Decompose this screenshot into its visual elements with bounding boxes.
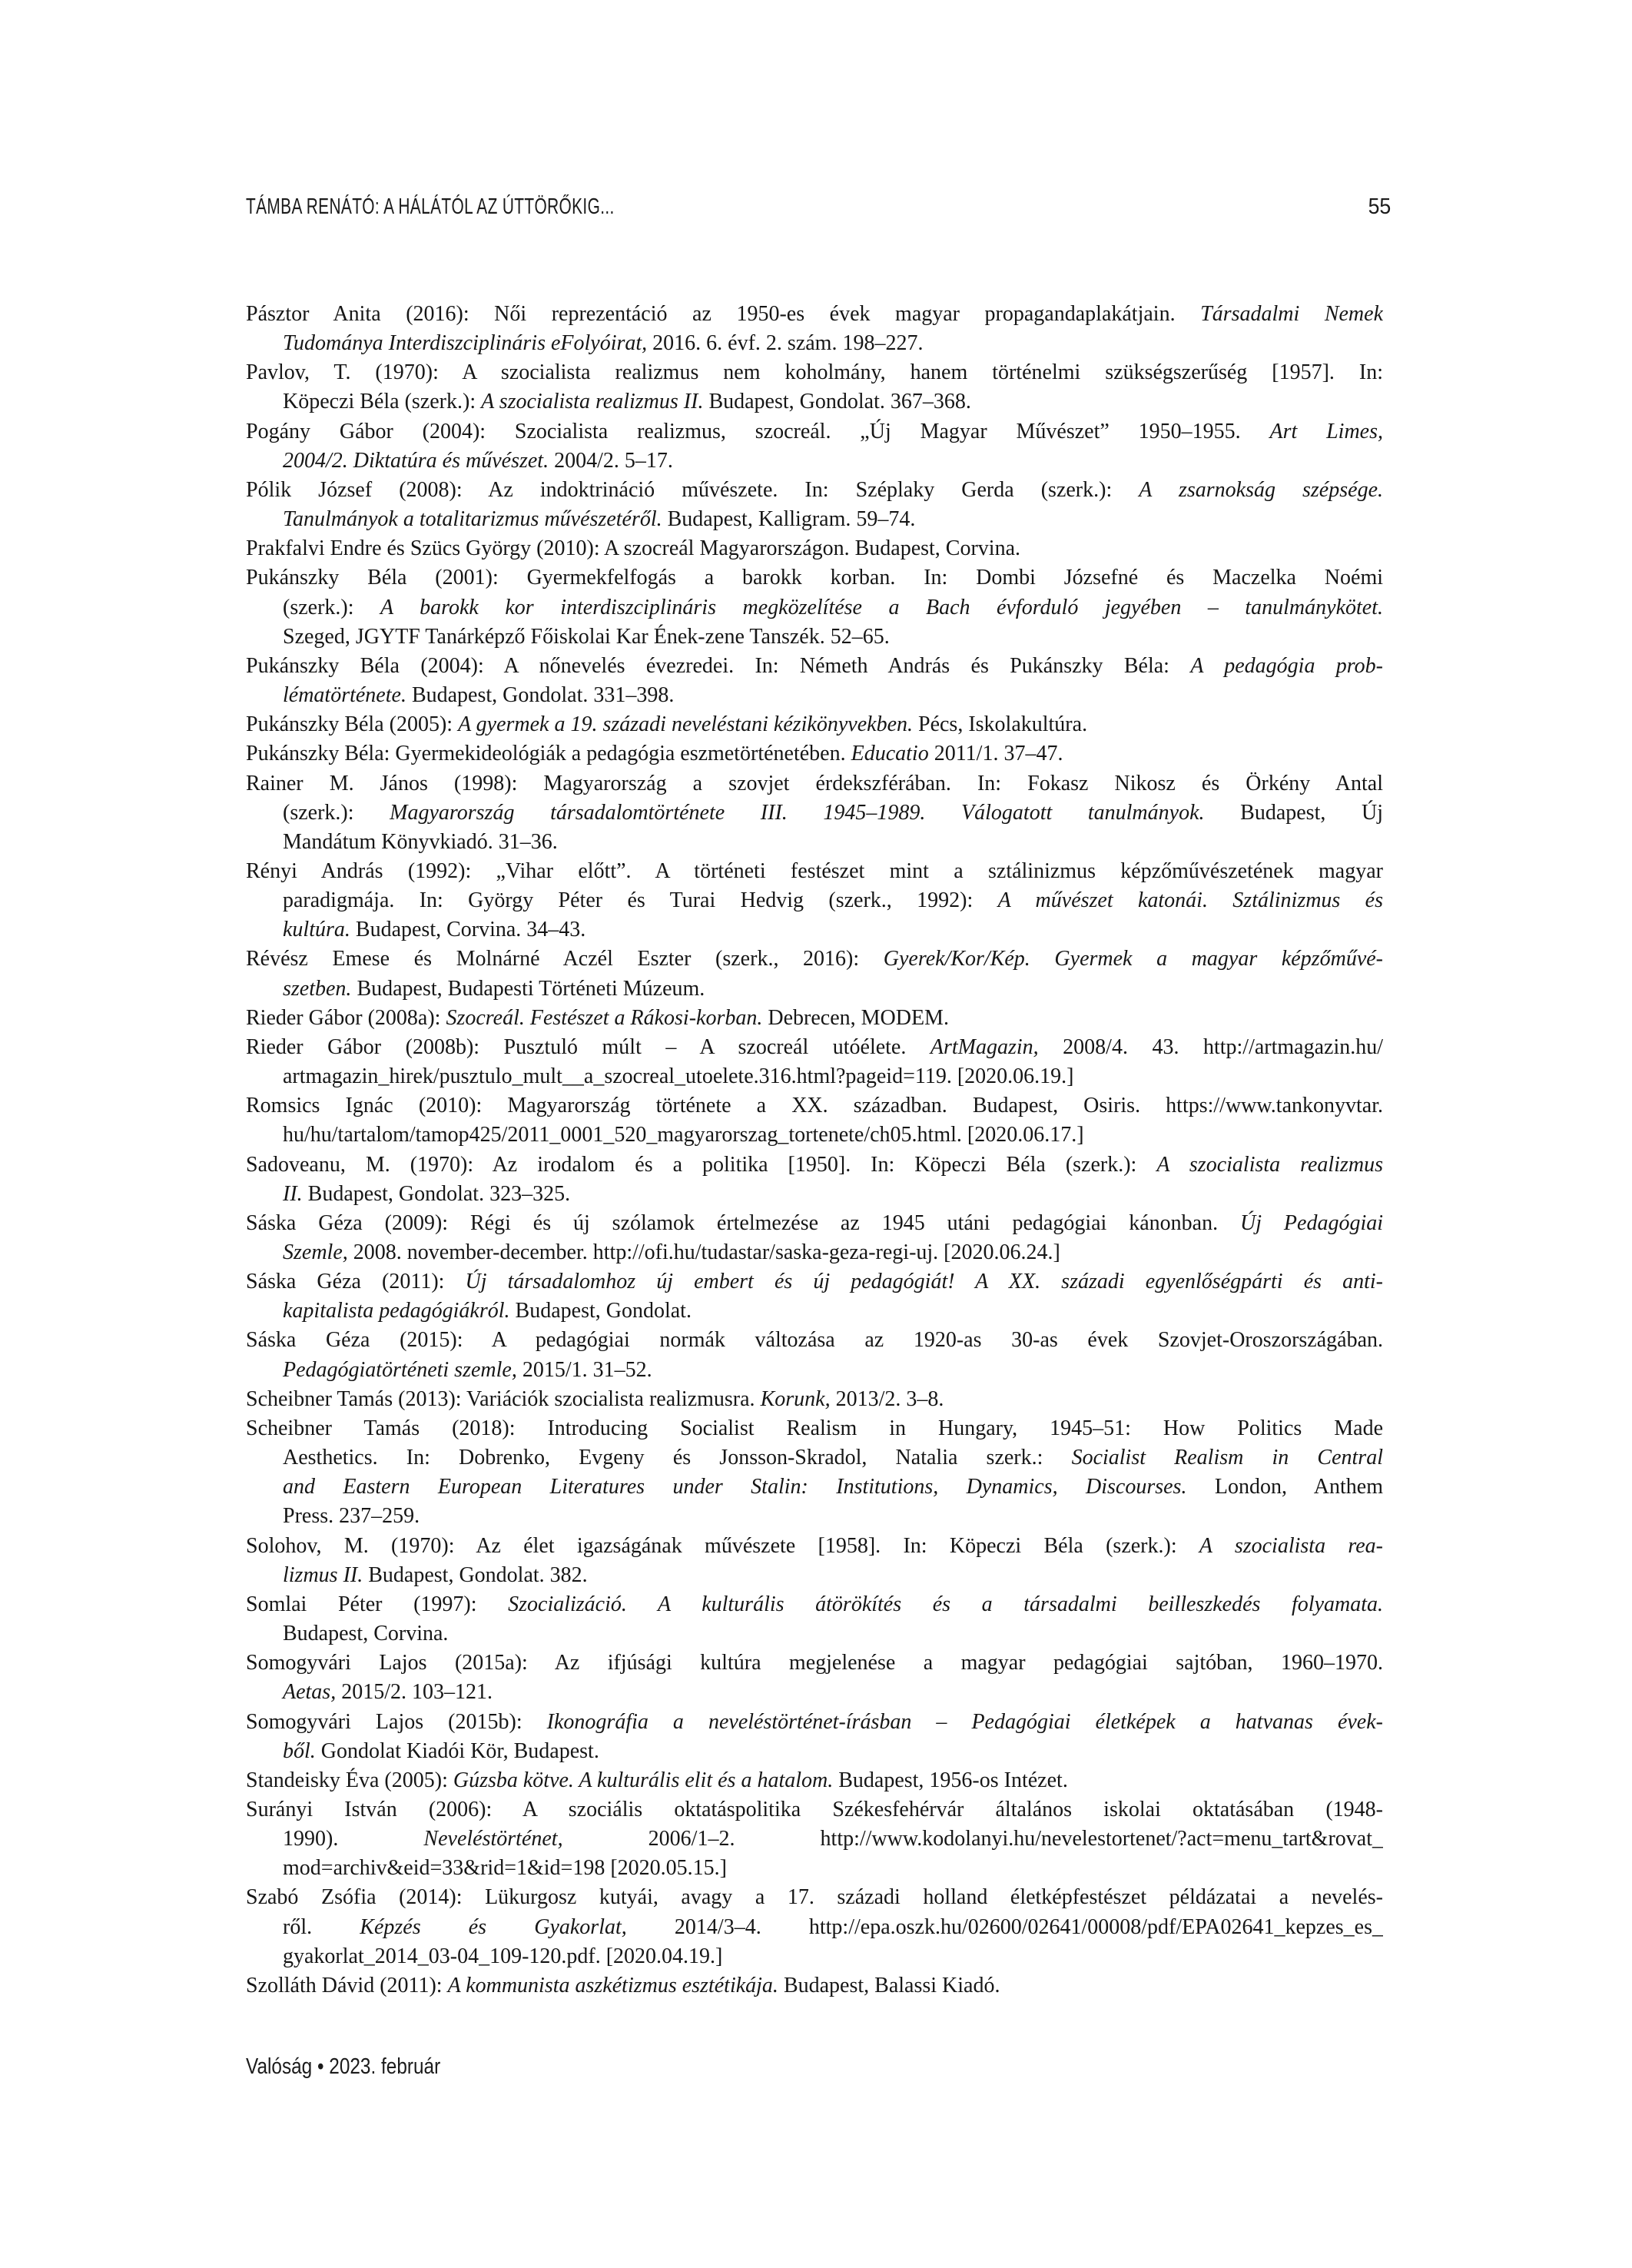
reference-line xyxy=(246,447,1383,476)
reference-line xyxy=(246,1326,1383,1355)
reference-item xyxy=(246,417,1383,476)
italic-text-segment: kapitalista pedagógiákról. xyxy=(283,1299,510,1323)
italic-text-segment: Socialist Realism in Central xyxy=(1071,1446,1383,1470)
italic-text-segment: A barokk kor interdiszciplináris megközelítése a Bach évforduló jegyében – tanulmánykötet. xyxy=(380,595,1383,619)
text-segment: Pukánszky Béla (2001): Gyermekfelfogás a barokk korban. In: Dombi Józsefné és Maczelka Noémi xyxy=(246,566,1383,590)
text-segment: Solohov, M. (1970): Az élet igazságának művészete [1958]. In: Köpeczi Béla (szerk.): xyxy=(246,1533,1199,1558)
reference-line xyxy=(246,1590,1383,1619)
reference-line xyxy=(246,1238,1383,1267)
text-segment: mod=archiv&eid=33&rid=1&id=198 [2020.05.15.] xyxy=(283,1856,727,1881)
reference-item xyxy=(246,1209,1383,1267)
italic-text-segment: szetben. xyxy=(283,976,352,1001)
italic-text-segment: A szocialista realizmus II. xyxy=(481,390,704,414)
reference-item xyxy=(246,1795,1383,1883)
reference-item xyxy=(246,710,1383,739)
reference-line xyxy=(246,1678,1383,1707)
text-segment: Szolláth Dávid (2011): xyxy=(246,1973,448,1997)
italic-text-segment: A szocialista realizmus xyxy=(1156,1152,1383,1177)
reference-item xyxy=(246,1649,1383,1707)
italic-text-segment: Magyarország társadalomtörténete III. 1945–1989. Válogatott tanulmányok. xyxy=(390,800,1205,825)
text-segment: hu/hu/tartalom/tamop425/2011_0001_520_magyarorszag_tortenete/ch05.html. [2020.06.17.] xyxy=(283,1123,1084,1147)
reference-line xyxy=(246,1795,1383,1825)
reference-line xyxy=(246,1737,1383,1766)
reference-line xyxy=(246,623,1383,652)
reference-line xyxy=(246,1121,1383,1150)
text-segment: artmagazin_hirek/pusztulo_mult__a_szocreal_utoelete.316.html?pageid=119. [2020.06.19.] xyxy=(283,1064,1074,1089)
text-segment: Pavlov, T. (1970): A szocialista realizmus nem koholmány, hanem történelmi szükségszerűség [1957]. In: xyxy=(246,360,1383,385)
reference-line xyxy=(246,915,1383,945)
text-segment: Budapest, Gondolat. 367–368. xyxy=(703,390,971,414)
italic-text-segment: Art Limes, xyxy=(1269,419,1383,443)
reference-line xyxy=(246,329,1383,358)
italic-text-segment: Szocializáció. A kulturális átörökítés és a társadalmi beilleszkedés folyamata. xyxy=(508,1592,1383,1616)
text-segment: Budapest, Gondolat. 323–325. xyxy=(302,1181,571,1206)
text-segment: Budapest, Gondolat. 382. xyxy=(363,1562,588,1587)
italic-text-segment: Ikonográfia a neveléstörténet-írásban – Pedagógiai életképek a hatvanas évek- xyxy=(546,1709,1383,1734)
italic-text-segment: lizmus II. xyxy=(283,1562,363,1587)
reference-line xyxy=(246,563,1383,593)
text-segment: Somlai Péter (1997): xyxy=(246,1592,509,1616)
reference-line xyxy=(246,1649,1383,1678)
italic-text-segment: Új Pedagógiai xyxy=(1240,1210,1383,1235)
reference-line xyxy=(246,1414,1383,1443)
text-segment: Sáska Géza (2011): xyxy=(246,1270,466,1294)
reference-line xyxy=(246,1473,1383,1502)
reference-line xyxy=(246,1091,1383,1121)
reference-line xyxy=(246,1708,1383,1737)
italic-text-segment: and Eastern European Literatures under Stalin: Institutions, Dynamics, Discourses. xyxy=(283,1475,1187,1499)
reference-line xyxy=(246,1883,1383,1912)
text-segment: gyakorlat_2014_03-04_109-120.pdf. [2020.04.19.] xyxy=(283,1944,723,1968)
text-segment: Press. 237–259. xyxy=(283,1504,420,1529)
reference-item xyxy=(246,563,1383,651)
italic-text-segment: ArtMagazin, xyxy=(930,1034,1039,1059)
text-segment: 2008/4. 43. http://artmagazin.hu/ xyxy=(1038,1034,1383,1059)
reference-line xyxy=(246,1766,1383,1795)
reference-line xyxy=(246,387,1383,417)
text-segment: Rainer M. János (1998): Magyarország a szovjet érdekszférában. In: Fokasz Nikosz és Örkény Antal xyxy=(246,771,1383,795)
footer-text: Valóság • 2023. február xyxy=(246,2054,441,2079)
italic-text-segment: Tudománya Interdiszciplináris eFolyóirat, xyxy=(283,331,648,356)
italic-text-segment: II. xyxy=(283,1181,303,1206)
text-segment: (szerk.): xyxy=(283,595,381,619)
italic-text-segment: Új társadalomhoz új embert és új pedagógiát! A XX. századi egyenlőségpárti és anti- xyxy=(465,1270,1383,1294)
text-segment: 2004/2. 5–17. xyxy=(549,448,673,473)
text-segment: Romsics Ignác (2010): Magyarország története a XX. században. Budapest, Osiris. https://www.tankonyvtar. xyxy=(246,1094,1383,1118)
text-segment: Aesthetics. In: Dobrenko, Evgeny és Jonsson-Skradol, Natalia szerk.: xyxy=(283,1446,1072,1470)
references-list xyxy=(246,300,1383,2001)
reference-item xyxy=(246,1004,1383,1033)
text-segment: 2014/3–4. http://epa.oszk.hu/02600/02641/00008/pdf/EPA02641_kepzes_es_ xyxy=(626,1914,1383,1939)
italic-text-segment: A zsarnokság szépsége. xyxy=(1139,477,1383,502)
reference-line xyxy=(246,975,1383,1004)
text-segment: Debrecen, MODEM. xyxy=(762,1005,949,1030)
italic-text-segment: Tanulmányok a totalitarizmus művészetéről. xyxy=(283,507,662,532)
text-segment: Rieder Gábor (2008a): xyxy=(246,1005,446,1030)
text-segment: Szeged, JGYTF Tanárképző Főiskolai Kar Ének-zene Tanszék. 52–65. xyxy=(283,624,890,649)
italic-text-segment: A szocialista rea- xyxy=(1199,1533,1383,1558)
reference-line xyxy=(246,945,1383,974)
text-segment: Budapest, Corvina. 34–43. xyxy=(350,918,586,942)
text-segment: Pukánszky Béla: Gyermekideológiák a pedagógia eszmetörténetében. xyxy=(246,742,851,766)
text-segment: Surányi István (2006): A szociális oktatáspolitika Székesfehérvár általános iskolai oktatásában (1948- xyxy=(246,1797,1383,1821)
italic-text-segment: ből. xyxy=(283,1738,316,1763)
text-segment: Rényi András (1992): „Vihar előtt”. A történeti festészet mint a sztálinizmus képzőművészetének magyar xyxy=(246,858,1383,883)
italic-text-segment: Pedagógiatörténeti szemle, xyxy=(283,1357,517,1382)
reference-item xyxy=(246,1385,1383,1414)
header-title: TÁMBA RENÁTÓ: A HÁLÁTÓL AZ ÚTTÖRŐKIG... xyxy=(246,194,615,219)
reference-line xyxy=(246,1942,1383,1971)
reference-item xyxy=(246,1590,1383,1649)
text-segment: Standeisky Éva (2005): xyxy=(246,1768,453,1792)
text-segment: Pogány Gábor (2004): Szocialista realizmus, szocreál. „Új Magyar Művészet” 1950–1955. xyxy=(246,419,1270,443)
text-segment: Köpeczi Béla (szerk.): xyxy=(283,390,482,414)
reference-line xyxy=(246,1385,1383,1414)
text-segment: 2016. 6. évf. 2. szám. 198–227. xyxy=(647,331,924,356)
reference-line xyxy=(246,1209,1383,1238)
reference-line xyxy=(246,1502,1383,1531)
reference-item xyxy=(246,1267,1383,1326)
text-segment: 2015/2. 103–121. xyxy=(336,1680,493,1705)
reference-item xyxy=(246,1326,1383,1384)
text-segment: Pécs, Iskolakultúra. xyxy=(913,712,1088,737)
reference-line xyxy=(246,1971,1383,2001)
reference-item xyxy=(246,652,1383,710)
text-segment: Gondolat Kiadói Kör, Budapest. xyxy=(315,1738,599,1763)
text-segment: London, Anthem xyxy=(1186,1475,1383,1499)
reference-item xyxy=(246,1883,1383,1971)
reference-line xyxy=(246,1062,1383,1091)
italic-text-segment: Társadalmi Nemek xyxy=(1200,302,1383,326)
italic-text-segment: A gyermek a 19. századi neveléstani kézikönyvekben. xyxy=(458,712,913,737)
reference-item xyxy=(246,300,1383,358)
reference-line xyxy=(246,799,1383,828)
reference-line xyxy=(246,593,1383,623)
text-segment: Révész Emese és Molnárné Aczél Eszter (szerk., 2016): xyxy=(246,947,884,971)
text-segment: Budapest, Corvina. xyxy=(283,1622,449,1646)
text-segment: 1990). xyxy=(283,1827,424,1851)
italic-text-segment: A kommunista aszkétizmus esztétikája. xyxy=(447,1973,778,1997)
text-segment: ről. xyxy=(283,1914,360,1939)
text-segment: Somogyvári Lajos (2015b): xyxy=(246,1709,547,1734)
reference-line xyxy=(246,1913,1383,1942)
text-segment: Pukánszky Béla (2004): A nőnevelés évezredei. In: Németh András és Pukánszky Béla: xyxy=(246,653,1191,678)
page-number: 55 xyxy=(1368,194,1391,219)
italic-text-segment: Korunk, xyxy=(760,1386,831,1411)
reference-line xyxy=(246,476,1383,505)
italic-text-segment: Képzés és Gyakorlat, xyxy=(360,1914,627,1939)
reference-item xyxy=(246,739,1383,769)
reference-item xyxy=(246,1091,1383,1150)
reference-line xyxy=(246,681,1383,710)
text-segment: Budapest, Gondolat. xyxy=(509,1299,692,1323)
text-segment: Mandátum Könyvkiadó. 31–36. xyxy=(283,829,558,854)
reference-line xyxy=(246,1033,1383,1062)
reference-item xyxy=(246,1151,1383,1209)
text-segment: Rieder Gábor (2008b): Pusztuló múlt – A szocreál utóélete. xyxy=(246,1034,930,1059)
text-segment: Budapest, Új xyxy=(1204,800,1383,825)
italic-text-segment: Aetas, xyxy=(283,1680,337,1705)
text-segment: Sáska Géza (2009): Régi és új szólamok értelmezése az 1945 utáni pedagógiai kánonban. xyxy=(246,1210,1240,1235)
reference-line xyxy=(246,769,1383,799)
reference-line xyxy=(246,1532,1383,1561)
reference-line xyxy=(246,1356,1383,1385)
reference-item xyxy=(246,1414,1383,1532)
reference-item xyxy=(246,1971,1383,2001)
italic-text-segment: kultúra. xyxy=(283,918,350,942)
reference-item xyxy=(246,476,1383,534)
italic-text-segment: Gyerek/Kor/Kép. Gyermek a magyar képzőművé- xyxy=(883,947,1383,971)
text-segment: Szabó Zsófia (2014): Lükurgosz kutyái, avagy a 17. századi holland életképfestészet példázatai a nevelés- xyxy=(246,1885,1383,1910)
reference-item xyxy=(246,1033,1383,1091)
reference-line xyxy=(246,652,1383,681)
reference-line xyxy=(246,1854,1383,1883)
text-segment: 2008. november-december. http://ofi.hu/tudastar/saska-geza-regi-uj. [2020.06.24.] xyxy=(347,1240,1060,1264)
reference-item xyxy=(246,945,1383,1003)
reference-item xyxy=(246,534,1383,563)
text-segment: Sáska Géza (2015): A pedagógiai normák változása az 1920-as 30-as évek Szovjet-Oroszországában. xyxy=(246,1328,1383,1353)
reference-line xyxy=(246,710,1383,739)
text-segment: 2011/1. 37–47. xyxy=(928,742,1063,766)
reference-line xyxy=(246,1561,1383,1590)
reference-line xyxy=(246,1619,1383,1649)
italic-text-segment: A művészet katonái. Sztálinizmus és xyxy=(997,888,1383,913)
reference-line xyxy=(246,358,1383,387)
text-segment: Budapest, Balassi Kiadó. xyxy=(778,1973,1000,1997)
reference-item xyxy=(246,1766,1383,1795)
reference-line xyxy=(246,417,1383,447)
reference-line xyxy=(246,828,1383,857)
italic-text-segment: Szocreál. Festészet a Rákosi-korban. xyxy=(446,1005,763,1030)
reference-line xyxy=(246,1004,1383,1033)
reference-item xyxy=(246,1708,1383,1766)
reference-line xyxy=(246,1267,1383,1297)
text-segment: (szerk.): xyxy=(283,800,390,825)
text-segment: Budapest, 1956-os Intézet. xyxy=(833,1768,1068,1792)
reference-line xyxy=(246,1151,1383,1180)
text-segment: 2015/1. 31–52. xyxy=(516,1357,652,1382)
italic-text-segment: Szemle, xyxy=(283,1240,348,1264)
reference-line xyxy=(246,1180,1383,1209)
reference-item xyxy=(246,769,1383,857)
reference-line xyxy=(246,739,1383,769)
text-segment: Pukánszky Béla (2005): xyxy=(246,712,459,737)
text-segment: Pólik József (2008): Az indoktrináció művészete. In: Széplaky Gerda (szerk.): xyxy=(246,477,1139,502)
text-segment: Pásztor Anita (2016): Női reprezentáció az 1950-es évek magyar propagandaplakátjain. xyxy=(246,302,1201,326)
reference-line xyxy=(246,1443,1383,1473)
reference-line xyxy=(246,1297,1383,1326)
text-segment: Sadoveanu, M. (1970): Az irodalom és a politika [1950]. In: Köpeczi Béla (szerk.): xyxy=(246,1152,1157,1177)
text-segment: Budapest, Kalligram. 59–74. xyxy=(662,507,916,532)
text-segment: 2013/2. 3–8. xyxy=(830,1386,944,1411)
text-segment: Budapest, Gondolat. 331–398. xyxy=(406,683,675,708)
reference-line xyxy=(246,505,1383,534)
text-segment: 2006/1–2. http://www.kodolanyi.hu/nevelestortenet/?act=menu_tart&rovat_ xyxy=(562,1827,1383,1851)
italic-text-segment: Gúzsba kötve. A kulturális elit és a hatalom. xyxy=(453,1768,834,1792)
italic-text-segment: Neveléstörténet, xyxy=(423,1827,563,1851)
text-segment: Scheibner Tamás (2018): Introducing Socialist Realism in Hungary, 1945–51: How Politics Made xyxy=(246,1416,1383,1440)
reference-item xyxy=(246,857,1383,945)
reference-item xyxy=(246,1532,1383,1590)
italic-text-segment: Educatio xyxy=(851,742,929,766)
italic-text-segment: lématörténete. xyxy=(283,683,406,708)
text-segment: Scheibner Tamás (2013): Variációk szocialista realizmusra. xyxy=(246,1386,761,1411)
reference-line xyxy=(246,534,1383,563)
reference-line xyxy=(246,857,1383,886)
italic-text-segment: A pedagógia prob- xyxy=(1190,653,1383,678)
text-segment: Budapest, Budapesti Történeti Múzeum. xyxy=(351,976,705,1001)
text-segment: paradigmája. In: György Péter és Turai Hedvig (szerk., 1992): xyxy=(283,888,998,913)
text-segment: Prakfalvi Endre és Szücs György (2010): A szocreál Magyarországon. Budapest, Corvina. xyxy=(246,536,1021,561)
reference-line xyxy=(246,886,1383,915)
text-segment: Somogyvári Lajos (2015a): Az ifjúsági kultúra megjelenése a magyar pedagógiai sajtóban, 1960–1970. xyxy=(246,1651,1383,1675)
running-header xyxy=(246,194,1391,220)
italic-text-segment: 2004/2. Diktatúra és művészet. xyxy=(283,448,549,473)
reference-item xyxy=(246,358,1383,417)
reference-line xyxy=(246,300,1383,329)
reference-line xyxy=(246,1825,1383,1854)
